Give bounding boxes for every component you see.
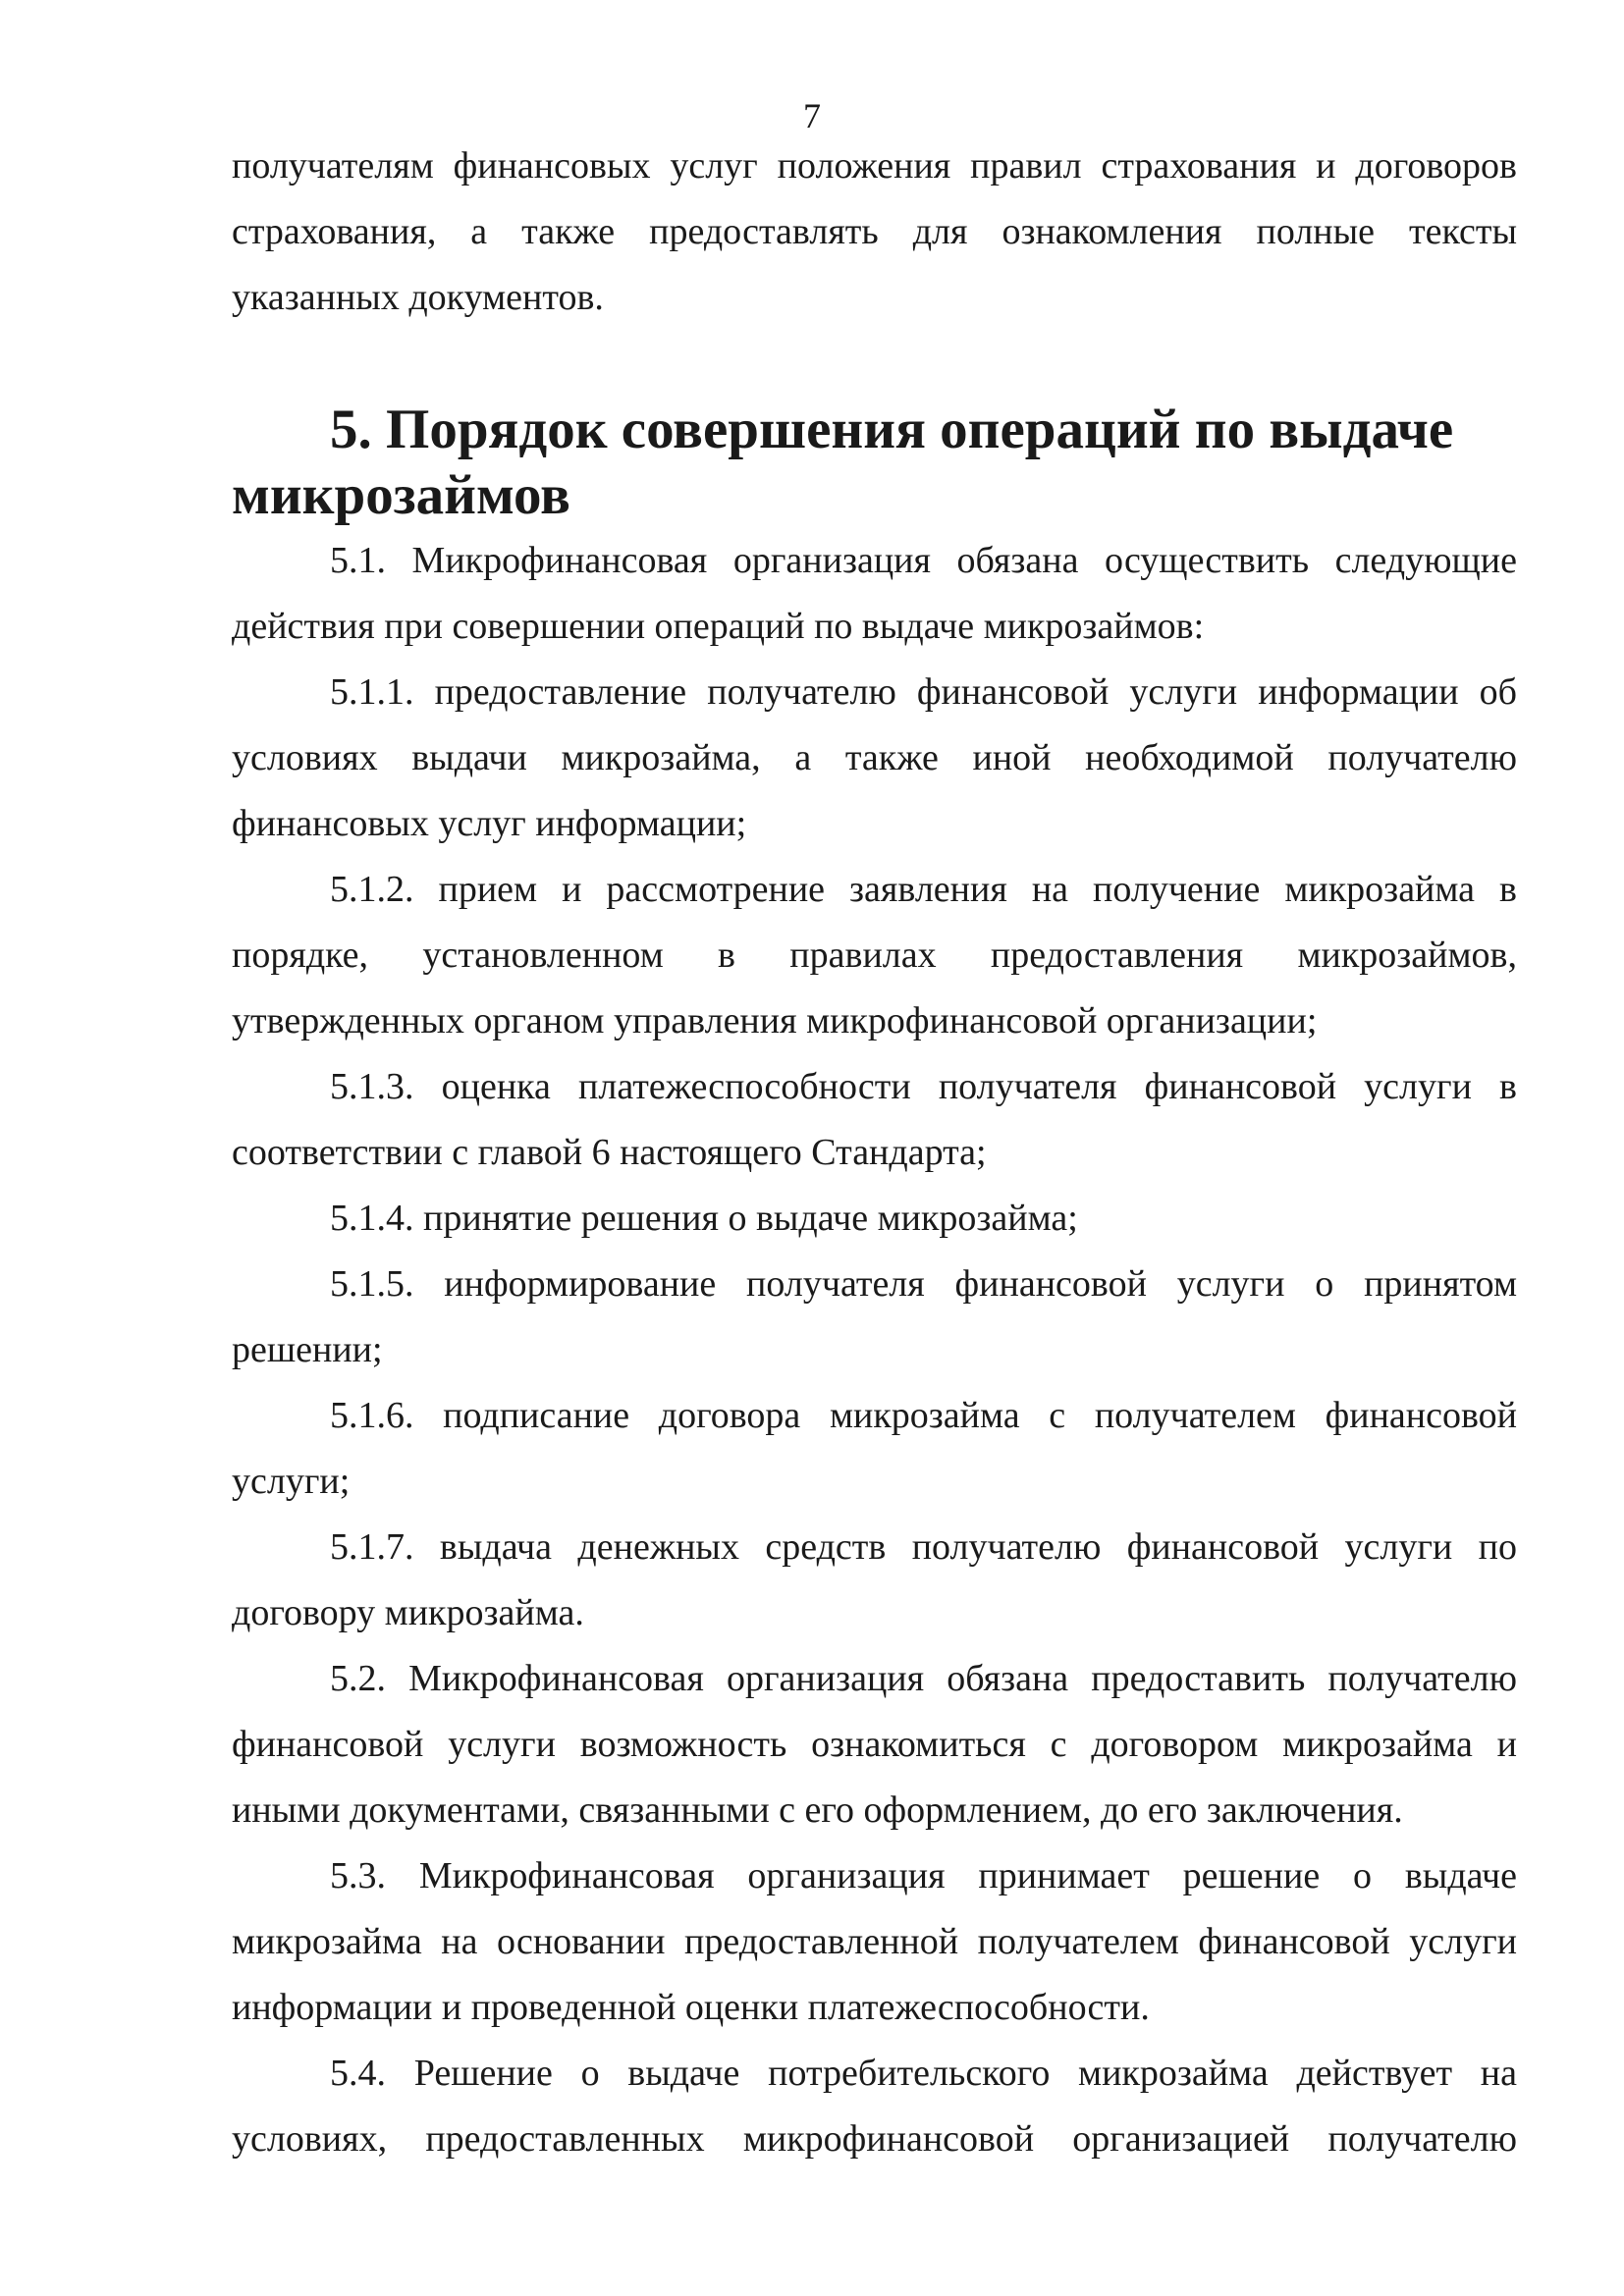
paragraph-5-4: 5.4. Решение о выдаче потребительского микрозайма действует на условиях, предоставленных микрофинансовой организацией получателю xyxy=(232,2053,1517,2160)
intro-paragraph: получателям финансовых услуг положения правил страхования и договоров страхования, а также предоставлять для ознакомления полные тексты указанных документов. xyxy=(232,145,1517,318)
paragraph-5-1-4: 5.1.4. принятие решения о выдаче микрозайма; xyxy=(330,1198,1078,1239)
paragraph-5-1-3: 5.1.3. оценка платежеспособности получателя финансовой услуги в соответствии с главой 6 настоящего Стандарта; xyxy=(232,1066,1517,1173)
paragraph-5-1-7: 5.1.7. выдача денежных средств получателю финансовой услуги по договору микрозайма. xyxy=(232,1526,1517,1633)
paragraph-5-3: 5.3. Микрофинансовая организация принимает решение о выдаче микрозайма на основании предоставленной получателем финансовой услуги информации и проведенной оценки платежеспособности. xyxy=(232,1855,1517,2028)
paragraph-5-1: 5.1. Микрофинансовая организация обязана осуществить следующие действия при совершении операций по выдаче микрозаймов: xyxy=(232,540,1517,647)
section-heading: 5. Порядок совершения операций по выдаче микрозаймов xyxy=(232,399,1454,526)
paragraph-5-1-6: 5.1.6. подписание договора микрозайма с получателем финансовой услуги; xyxy=(232,1395,1517,1502)
paragraph-5-2: 5.2. Микрофинансовая организация обязана предоставить получателю финансовой услуги возможность ознакомиться с договором микрозайма и иными документами, связанными с его оформлением, до его заключения. xyxy=(232,1658,1517,1831)
paragraph-5-1-5: 5.1.5. информирование получателя финансовой услуги о принятом решении; xyxy=(232,1263,1517,1370)
paragraph-5-1-2: 5.1.2. прием и рассмотрение заявления на получение микрозайма в порядке, установленном в правилах предоставления микрозаймов, утвержденных органом управления микрофинансовой организации; xyxy=(232,869,1517,1041)
blank-line xyxy=(232,331,1517,397)
paragraph-5-1-1: 5.1.1. предоставление получателю финансовой услуги информации об условиях выдачи микрозайма, а также иной необходимой получателю финансовых услуг информации; xyxy=(232,671,1517,844)
page-number: 7 xyxy=(803,96,821,135)
document-body xyxy=(232,133,1517,2172)
